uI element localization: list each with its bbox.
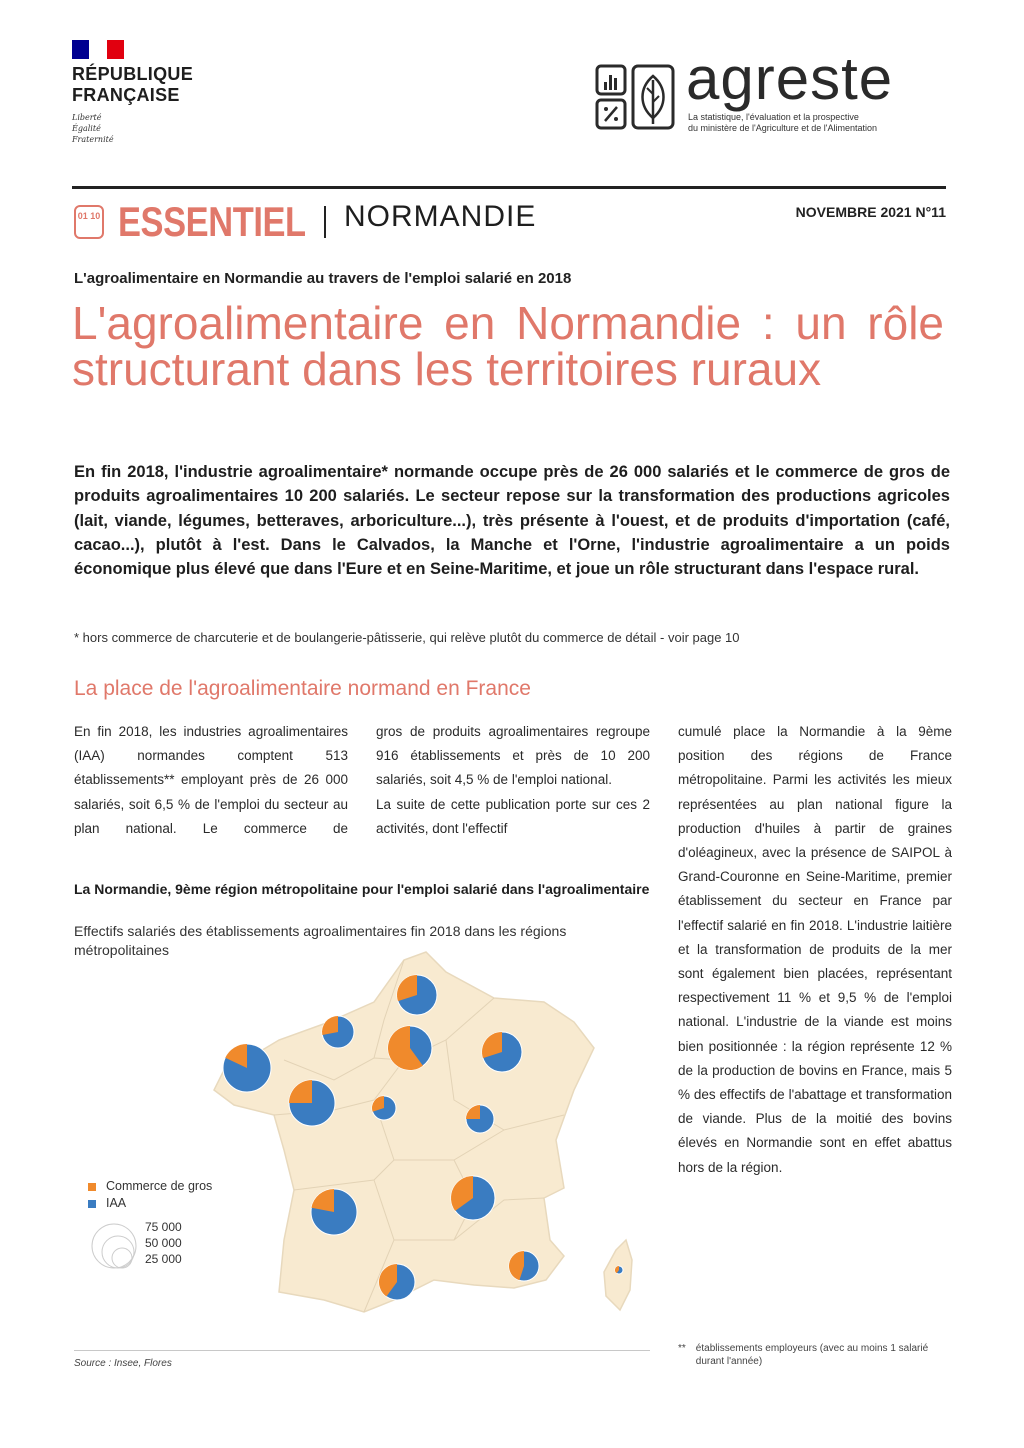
size-legend-50000: 50 000 [145, 1236, 182, 1250]
figure-source: Source : Insee, Flores [74, 1358, 172, 1369]
header-divider [72, 186, 946, 189]
agreste-tagline: La statistique, l'évaluation et la prospective du ministère de l'Agriculture et de l'Alimentation [688, 112, 878, 133]
republique-flag-logo [72, 40, 124, 59]
pie-occitanie [379, 1264, 415, 1300]
pie-corse [615, 1266, 623, 1274]
size-legend-25000: 25 000 [145, 1252, 182, 1266]
republique-francaise-title: RÉPUBLIQUE FRANÇAISE [72, 64, 194, 105]
pie-centre-val-de-loire [372, 1096, 396, 1120]
pie-bretagne [223, 1044, 271, 1092]
pie-auvergne-rh-ne-alpes [451, 1176, 495, 1220]
legend-swatch-iaa [88, 1200, 96, 1208]
footnote-text: établissements employeurs (avec au moins 1 salarié durant l'année) [695, 1343, 929, 1367]
corsica-outline [604, 1240, 632, 1310]
agreste-wordmark: agreste [686, 45, 894, 112]
body-column-3: cumulé place la Normandie à la 9ème position des régions de France métropolitaine. Parmi les activités les mieux représentées au plan national figure la production d'huiles à partir de graines d'oléagineux, avec la présence de SAIPOL à Grand-Couronne en Seine-Maritime, premier établissement du secteur en France par l'effectif salarié en fin 2018. L'industrie laitière et la transformation de produits de la mer sont également bien placées, représentant respectivement 11 % et 9,5 % de l'emploi national. L'industrie de la viande est moins bien positionnée : la région représente 12 % de la production de bovins en France, mais 5 % des effectifs de l'abattage et transformation de viande. Plus de la moitié des bovins élevés en Normandie sont en effet abattus hors de la région. [678, 724, 952, 1175]
footnote-star: * hors commerce de charcuterie et de boulangerie-pâtisserie, qui relève plutôt du commerce de détail - voir page 10 [74, 630, 740, 645]
republique-motto: Liberté Égalité Fraternité [72, 113, 114, 144]
region-label: NORMANDIE [344, 200, 537, 233]
legend-item-iaa [88, 1195, 212, 1212]
pie-bourgogne-franche-comt- [466, 1105, 494, 1133]
kicker: L'agroalimentaire en Normandie au travers de l'emploi salarié en 2018 [74, 270, 572, 287]
footnote-mark: ** [678, 1343, 686, 1354]
pie-slice-commerce [322, 1016, 338, 1035]
figure-bottom-rule [74, 1350, 650, 1351]
issue-date: NOVEMBRE 2021 N°11 [795, 204, 946, 220]
section-title: La place de l'agroalimentaire normand en France [74, 677, 531, 700]
body-column-2: gros de produits agroalimentaires regroupe 916 établissements et près de 10 200 salariés, soit 4,5 % de l'emploi national. La suite de cette publication porte sur ces 2 activités, dont l'effectif [376, 724, 650, 836]
essentiel-icon: 01 10 [74, 205, 104, 239]
legend-label-commerce: Commerce de gros [106, 1179, 213, 1193]
figure-subtitle: Effectifs salariés des établissements agroalimentaires fin 2018 dans les régions métropolitaines [74, 923, 567, 958]
body-column-1: En fin 2018, les industries agroalimentaires (IAA) normandes comptent 513 établissements** employant près de 26 000 salariés, soit 6,5 % de l'emploi du secteur au plan national. Le commerce de [74, 724, 348, 836]
pie--le-de-france [388, 1026, 432, 1070]
pie-pays-de-la-loire [289, 1080, 335, 1126]
essentiel-label: ESSENTIEL [118, 198, 306, 245]
legend-swatch-commerce [88, 1183, 96, 1191]
figure-legend [88, 1178, 212, 1212]
pie-hauts-de-france [397, 975, 437, 1015]
pie-grand-est [482, 1032, 522, 1072]
figure-title: La Normandie, 9ème région métropolitaine pour l'emploi salarié dans l'agroalimentaire [74, 881, 650, 897]
page-title: L'agroalimentaire en Normandie : un rôle structurant dans les territoires ruraux [72, 297, 944, 395]
footnote-double-star [678, 1342, 952, 1368]
lead-paragraph: En fin 2018, l'industrie agroalimentaire* normande occupe près de 26 000 salariés et le commerce de gros de produits agroalimentaires 10 200 salariés. Le secteur repose sur la transformation des productions agricoles (lait, viande, légumes, betteraves, arboriculture...), très présente à l'ouest, et de produits d'importation (café, cacao...), plutôt à l'est. Dans le Calvados, la Manche et l'Orne, l'industrie agroalimentaire a un poids économique plus élevé que dans l'Eure et en Seine-Maritime, et joue un rôle structurant dans l'espace rural. [74, 463, 950, 579]
agreste-logo-icons [595, 64, 677, 132]
france-regions-map [74, 940, 650, 1340]
legend-item-commerce [88, 1178, 212, 1195]
pie-provence-alpes-c-te-d-azur [509, 1251, 539, 1281]
size-legend-75000: 75 000 [145, 1220, 182, 1234]
pie-nouvelle-aquitaine [311, 1189, 357, 1235]
legend-label-iaa: IAA [106, 1196, 127, 1210]
band-separator [324, 206, 326, 238]
pie-normandie [322, 1016, 354, 1048]
